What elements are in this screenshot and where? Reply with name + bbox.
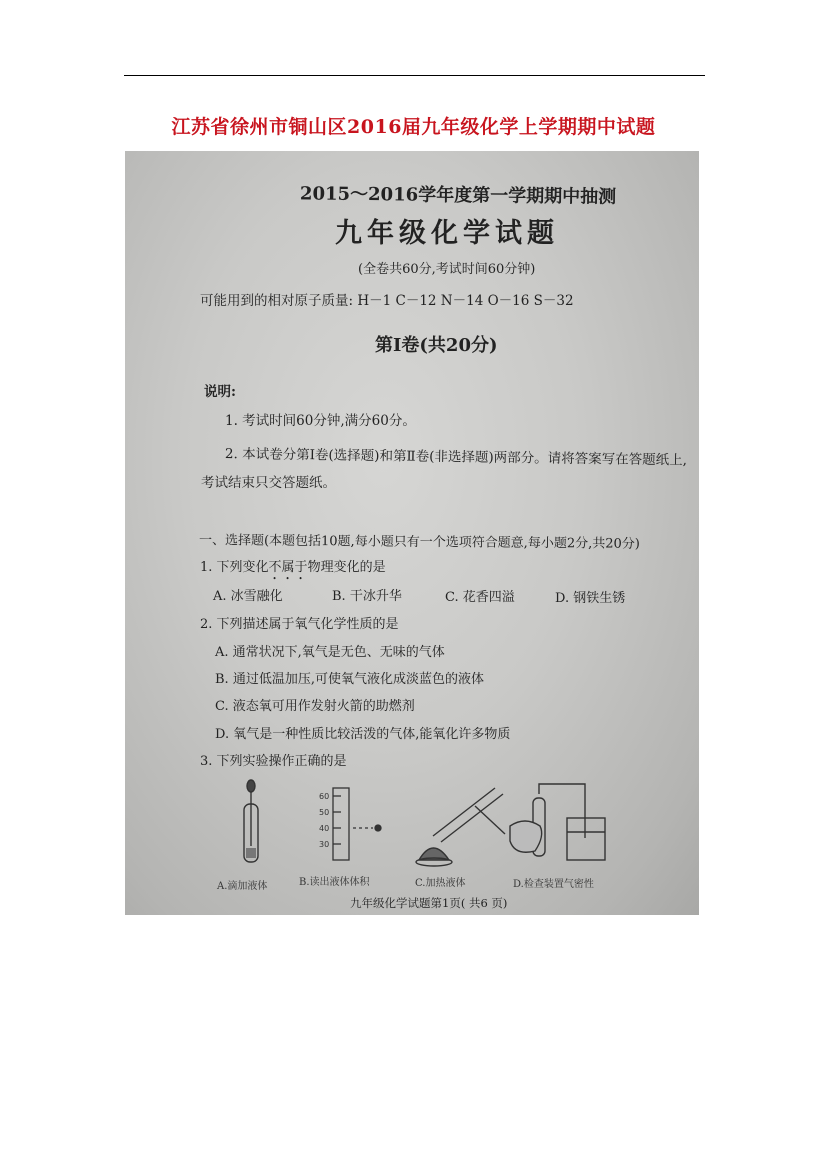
airtightness-check-illustration xyxy=(510,784,605,860)
cylinder-tick-40: 40 xyxy=(319,824,330,833)
instructions-heading: 说明: xyxy=(204,384,236,400)
heating-liquid-illustration xyxy=(416,788,505,866)
question-3-stem: 3. 下列实验操作正确的是 xyxy=(200,754,347,769)
top-divider xyxy=(124,75,705,76)
question-1-stem-start: 1. 下列变化 xyxy=(200,560,269,575)
figure-caption-b: B.读出液体体积 xyxy=(299,877,370,888)
cylinder-tick-50: 50 xyxy=(319,808,330,817)
exam-paper-photo xyxy=(125,151,699,915)
question-2-option-d: D. 氧气是一种性质比较活泼的气体,能氧化许多物质 xyxy=(215,727,511,742)
cylinder-tick-60: 60 xyxy=(319,792,330,801)
page-title: 江苏省徐州市铜山区2016届九年级化学上学期期中试题 xyxy=(171,116,656,138)
question-2-stem: 2. 下列描述属于氧气化学性质的是 xyxy=(200,617,399,632)
dropper-test-tube-illustration xyxy=(244,780,258,862)
figure-caption-a: A.滴加液体 xyxy=(217,881,268,892)
cylinder-tick-30: 30 xyxy=(319,840,330,849)
question-1-stem-end: 物理变化的是 xyxy=(307,560,386,575)
instruction-2: 2. 本试卷分第Ⅰ卷(选择题)和第Ⅱ卷(非选择题)两部分。请将答案写在答题纸上, xyxy=(224,446,688,469)
question-2-option-b: B. 通过低温加压,可使氧气液化成淡蓝色的液体 xyxy=(215,672,484,687)
instruction-1: 1. 考试时间60分钟,满分60分。 xyxy=(225,413,416,429)
question-1-option-d: D. 钢铁生锈 xyxy=(555,591,626,606)
question-1-stem xyxy=(200,556,386,583)
exam-title: 九年级化学试题 xyxy=(335,218,559,249)
instruction-2-continued: 考试结束只交答题纸。 xyxy=(201,475,336,491)
exam-header: 2015～2016学年度第一学期期中抽测 xyxy=(299,183,617,208)
question-3-figures xyxy=(205,776,685,876)
question-1-option-a: A. 冰雪融化 xyxy=(213,589,283,604)
figure-caption-d: D.检查装置气密性 xyxy=(513,879,594,890)
exam-score-note: (全卷共60分,考试时间60分钟) xyxy=(358,262,536,277)
question-2-option-a: A. 通常状况下,氧气是无色、无味的气体 xyxy=(215,645,445,660)
figure-caption-c: C.加热液体 xyxy=(415,878,466,889)
section-title: 第Ⅰ卷(共20分) xyxy=(375,335,498,356)
atomic-masses: 可能用到的相对原子质量: H－1 C－12 N－14 O－16 S－32 xyxy=(200,293,574,309)
question-1-option-b: B. 干冰升华 xyxy=(332,589,402,604)
graduated-cylinder-illustration xyxy=(333,788,381,860)
question-section-heading: 一、选择题(本题包括10题,每小题只有一个选项符合题意,每小题2分,共20分) xyxy=(198,533,640,552)
question-2-option-c: C. 液态氧可用作发射火箭的助燃剂 xyxy=(215,699,415,714)
page-footer: 九年级化学试题第1页( 共6 页) xyxy=(350,896,508,910)
question-1-option-c: C. 花香四溢 xyxy=(445,590,515,605)
question-1-emphasis: 不属于 xyxy=(268,560,308,575)
